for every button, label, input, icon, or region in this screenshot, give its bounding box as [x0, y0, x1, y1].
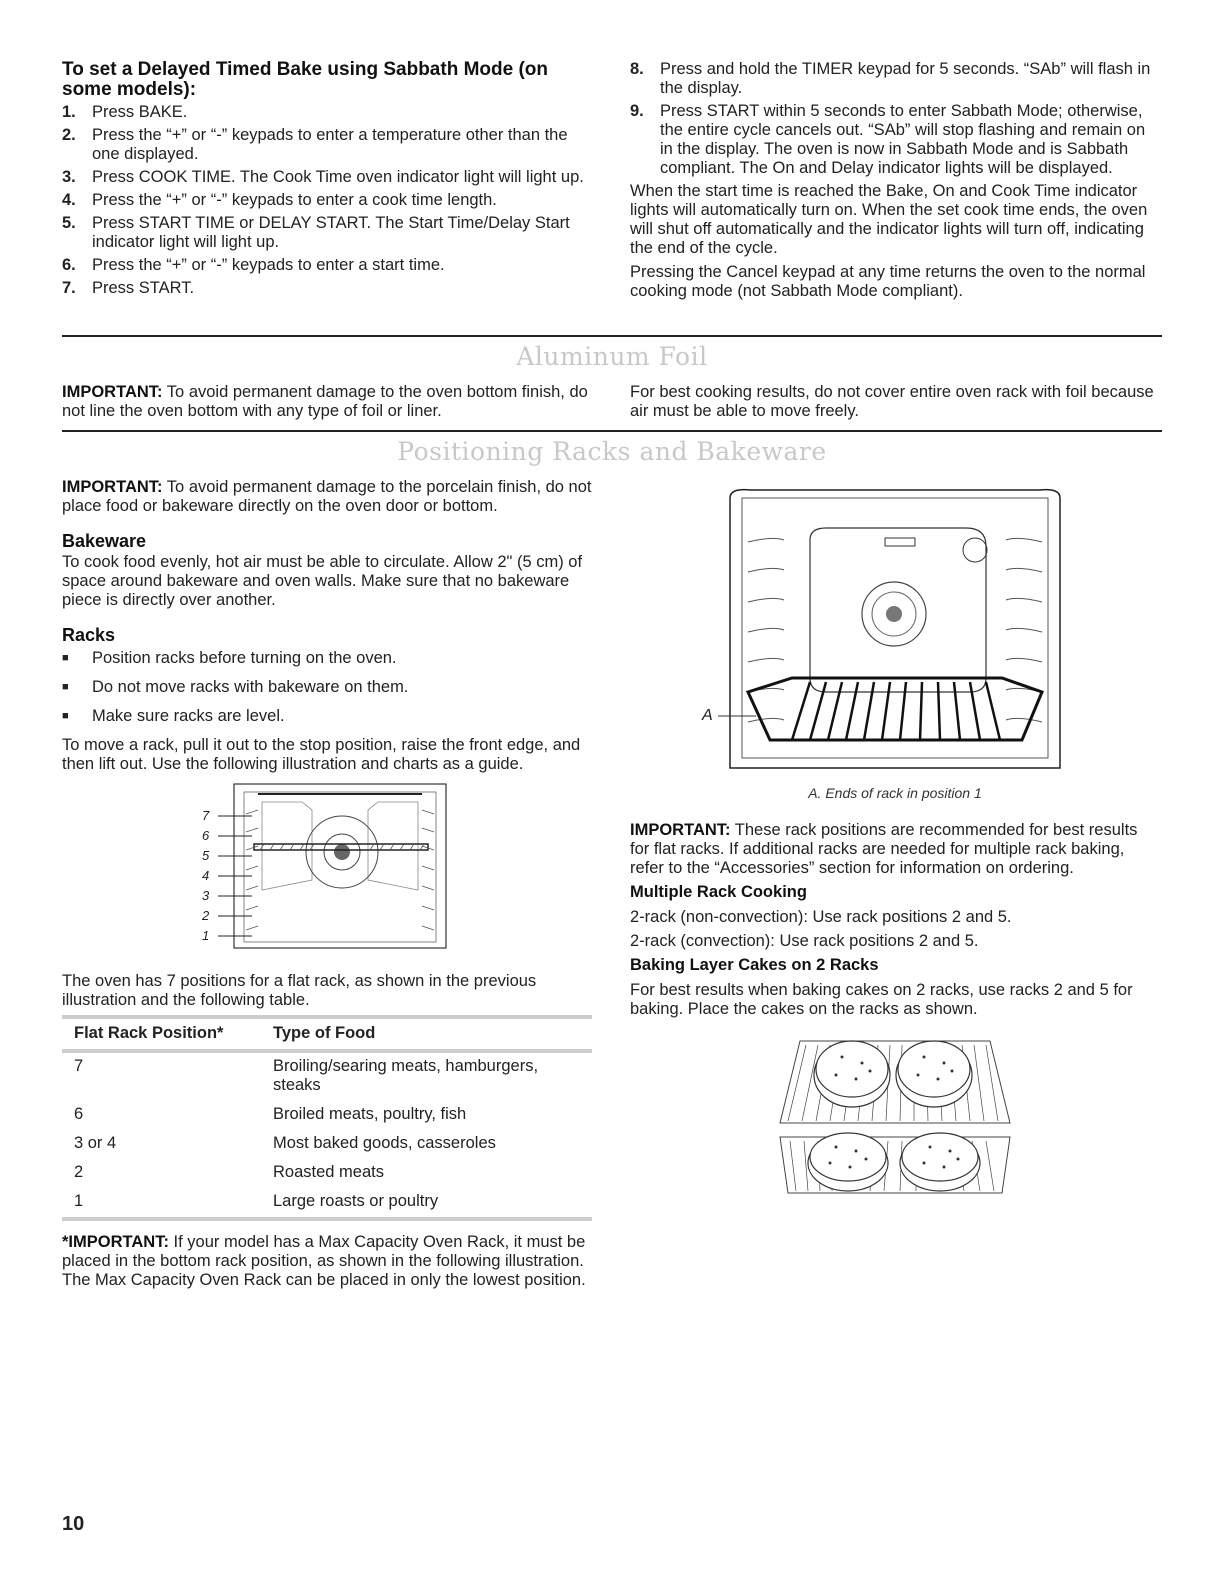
list-item	[62, 649, 592, 668]
step-item	[62, 279, 592, 298]
step-text: Press START within 5 seconds to enter Sabbath Mode; otherwise, the entire cycle cancels out. “SAb” will stop flashing and remain on in the display. The oven is now in Sabbath Mode and is Sabbath compliant. The On and Delay indicator lights will be displayed.	[660, 102, 1146, 177]
important-label: *IMPORTANT:	[62, 1233, 169, 1251]
rack-position-number: 5	[202, 848, 210, 863]
table-cell: Roasted meats	[273, 1163, 384, 1181]
layer-cakes-illustration	[630, 1033, 1160, 1213]
step-item	[62, 256, 592, 275]
table-cell: 6	[74, 1105, 84, 1123]
step-number: 6.	[62, 256, 76, 274]
table-row	[62, 1188, 592, 1219]
important-label: IMPORTANT:	[62, 478, 163, 496]
square-bullet-icon: ■	[62, 652, 69, 664]
sabbath-heading: To set a Delayed Timed Bake using Sabbath Mode (on some models):	[62, 59, 549, 100]
table-cell: 7	[74, 1057, 84, 1075]
square-bullet-icon: ■	[62, 681, 69, 693]
step-text: Press START TIME or DELAY START. The Start Time/Delay Start indicator light will light up.	[92, 214, 570, 251]
table-cell: 2	[74, 1163, 84, 1181]
square-bullet-icon: ■	[62, 710, 69, 722]
bakeware-heading: Bakeware	[62, 531, 147, 551]
racks-important-text: To avoid permanent damage to the porcelain finish, do not place food or bakeware directly on the oven door or bottom.	[62, 478, 592, 515]
layer-cakes-text: For best results when baking cakes on 2 racks, use racks 2 and 5 for baking. Place the cakes on the racks as shown.	[630, 981, 1133, 1018]
layer-cakes-heading: Baking Layer Cakes on 2 Racks	[630, 956, 879, 974]
list-item	[62, 707, 592, 726]
foil-right-text	[630, 383, 1160, 426]
table-cell: Broiling/searing meats, hamburgers, steaks	[273, 1057, 539, 1094]
step-item	[630, 60, 1160, 98]
foil-left-text	[62, 383, 592, 426]
step-text: Press and hold the TIMER keypad for 5 seconds. “SAb” will flash in the display.	[660, 60, 1151, 97]
move-rack-text: To move a rack, pull it out to the stop position, raise the front edge, and then lift out. Use the following illustration and charts as a guide.	[62, 736, 581, 773]
section-divider	[62, 335, 1162, 337]
step-number: 4.	[62, 191, 76, 209]
rack-position-number: 6	[202, 828, 210, 843]
foil-important-text: To avoid permanent damage to the oven bottom finish, do not line the oven bottom with any type of foil or liner.	[62, 383, 588, 420]
rack-positions-illustration	[62, 780, 592, 960]
racks-bullet-list	[62, 649, 592, 726]
bullet-text: Position racks before turning on the oven.	[92, 649, 397, 667]
rack-position-labels	[202, 806, 209, 946]
sabbath-right-column	[630, 60, 1160, 306]
step-number: 5.	[62, 214, 76, 232]
step-text: Press COOK TIME. The Cook Time oven indicator light will light up.	[92, 168, 584, 186]
sabbath-paragraph-1: When the start time is reached the Bake, On and Cook Time indicator lights will automatically turn on. When the set cook time ends, the oven will shut off automatically and the indicator lights will turn off, indicating the end of the cycle.	[630, 182, 1148, 257]
rack-position-number: 3	[202, 888, 210, 903]
flat-rack-table	[62, 1015, 592, 1221]
step-item	[62, 168, 592, 187]
step-number: 7.	[62, 279, 76, 297]
max-capacity-rack-illustration	[630, 478, 1160, 778]
step-item	[62, 191, 592, 210]
racks-right-column	[630, 478, 1160, 1213]
important-label: IMPORTANT:	[62, 383, 163, 401]
rack-position-number: 1	[202, 928, 210, 943]
rack-position-number: 2	[202, 908, 210, 923]
table-cell: Broiled meats, poultry, fish	[273, 1105, 467, 1123]
important-label: IMPORTANT:	[630, 821, 731, 839]
bakeware-text: To cook food evenly, hot air must be able to circulate. Allow 2" (5 cm) of space around bakeware and oven walls. Make sure that no bakeware piece is directly over another.	[62, 553, 583, 609]
sabbath-steps-list	[62, 103, 592, 298]
table-cell: Large roasts or poultry	[273, 1192, 439, 1210]
multiple-rack-line: 2-rack (convection): Use rack positions 2 and 5.	[630, 932, 979, 950]
step-number: 8.	[630, 60, 644, 78]
aluminum-foil-title: Aluminum Foil	[516, 342, 708, 371]
page-number: 10	[62, 1513, 85, 1535]
sabbath-left-column	[62, 60, 592, 302]
step-item	[62, 103, 592, 122]
column-header: Type of Food	[273, 1024, 376, 1042]
table-row	[62, 1051, 592, 1101]
table-row	[62, 1101, 592, 1130]
rack-position-number: 4	[202, 868, 210, 883]
table-row	[62, 1159, 592, 1188]
step-text: Press BAKE.	[92, 103, 188, 121]
rack-important-text: These rack positions are recommended for best results for flat racks. If additional racks are needed for multiple rack baking, refer to the “Accessories” section for information on ordering.	[630, 821, 1138, 877]
table-cell: 1	[74, 1192, 84, 1210]
table-cell: 3 or 4	[74, 1134, 117, 1152]
table-row	[62, 1130, 592, 1159]
section-divider	[62, 430, 1162, 432]
illustration-caption: A. Ends of rack in position 1	[808, 785, 982, 801]
step-item	[62, 214, 592, 252]
bullet-text: Make sure racks are level.	[92, 707, 285, 725]
max-capacity-note	[62, 1233, 592, 1290]
sabbath-steps-list-continued	[630, 60, 1160, 178]
step-number: 9.	[630, 102, 644, 120]
rack-position-number: 7	[202, 808, 210, 823]
multiple-rack-heading: Multiple Rack Cooking	[630, 883, 807, 901]
cakes-on-racks-diagram	[630, 1033, 1160, 1213]
step-item	[630, 102, 1160, 178]
step-text: Press the “+” or “-” keypads to enter a start time.	[92, 256, 445, 274]
multiple-rack-line: 2-rack (non-convection): Use rack positions 2 and 5.	[630, 908, 1012, 926]
max-capacity-text: If your model has a Max Capacity Oven Rack, it must be placed in the bottom rack position, as shown in the following illustration. The Max Capacity Oven Rack can be placed in only the lowest position.	[62, 1233, 586, 1289]
racks-heading: Racks	[62, 625, 116, 645]
bullet-text: Do not move racks with bakeware on them.	[92, 678, 409, 696]
oven-rack-positions-diagram	[62, 780, 592, 960]
step-text: Press the “+” or “-” keypads to enter a temperature other than the one displayed.	[92, 126, 568, 163]
oven-interior-diagram	[630, 478, 1160, 778]
list-item	[62, 678, 592, 697]
sabbath-paragraph-2: Pressing the Cancel keypad at any time returns the oven to the normal cooking mode (not Sabbath Mode compliant).	[630, 263, 1146, 300]
racks-left-column	[62, 478, 592, 1295]
rack-important-note	[630, 821, 1160, 878]
table-cell: Most baked goods, casseroles	[273, 1134, 496, 1152]
column-header: Flat Rack Position*	[74, 1024, 224, 1042]
step-number: 2.	[62, 126, 76, 144]
step-item	[62, 126, 592, 164]
step-text: Press the “+” or “-” keypads to enter a cook time length.	[92, 191, 497, 209]
step-text: Press START.	[92, 279, 195, 297]
rack-positions-text: The oven has 7 positions for a flat rack, as shown in the previous illustration and the following table.	[62, 972, 537, 1009]
callout-letter-a: A	[702, 707, 713, 724]
table-header-row	[62, 1017, 592, 1051]
step-number: 3.	[62, 168, 76, 186]
positioning-racks-title: Positioning Racks and Bakeware	[397, 437, 827, 466]
step-number: 1.	[62, 103, 76, 121]
foil-airflow-text: For best cooking results, do not cover entire oven rack with foil because air must be able to move freely.	[630, 383, 1154, 420]
